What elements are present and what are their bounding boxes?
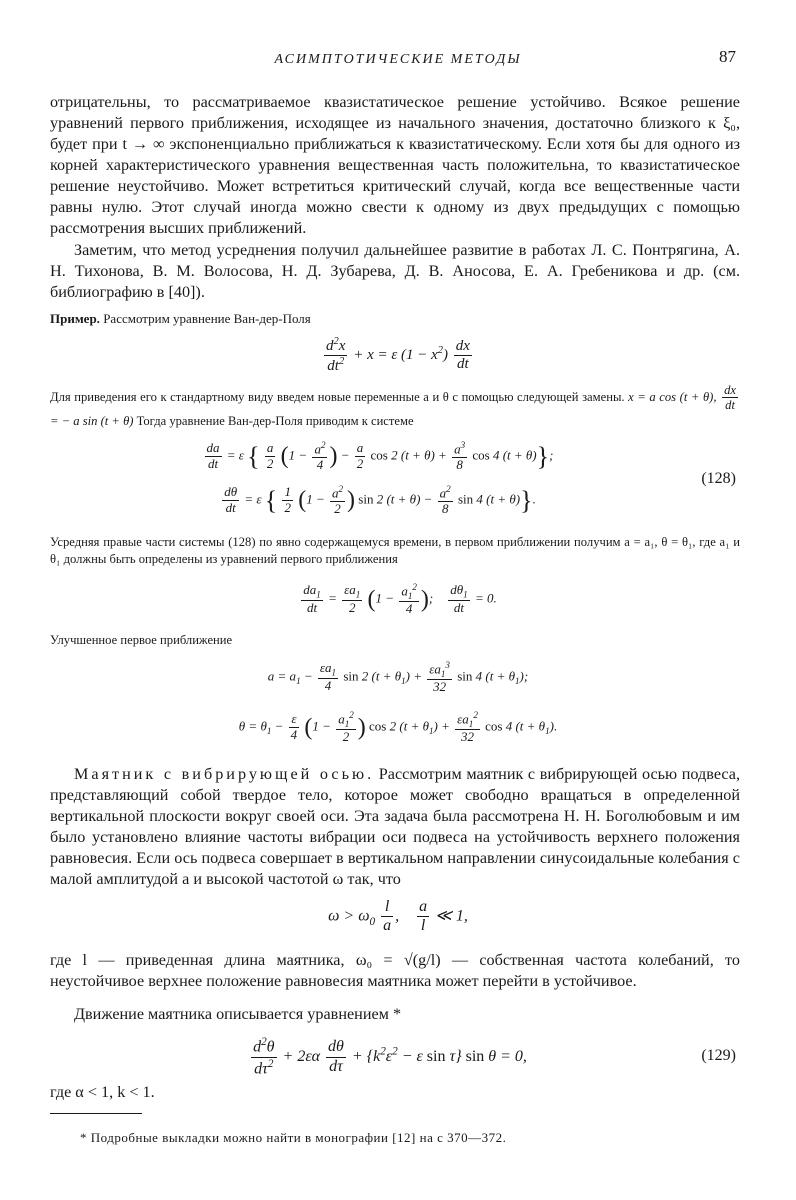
paragraph-natural-frequency: где l — приведенная длина маятника, ω₀ = √(g/l) — собственная частота колебаний, то неустойчивое верхнее положение равновесия маятника может перейти в устойчивое. — [50, 951, 740, 990]
equation-128-a: $\frac{da}{dt}$ = ε { $\frac{a}{2}$ (1 − $\frac{a^2}{4}$ ) − $\frac{a}{2}$ cos 2 (t + θ) + $\frac{a^3}{8}$ cos 4 (t + θ)}; — [206, 440, 554, 473]
transform-text-2: Тогда уравнение Ван-дер-Поля приводим к системе — [136, 413, 414, 428]
example-intro — [50, 310, 740, 327]
paragraph-pendulum — [50, 764, 740, 890]
equation-number-128: (128) — [701, 470, 736, 487]
example-label: Пример. — [50, 311, 100, 326]
where-clause: где α < 1, k < 1. — [50, 1083, 155, 1101]
running-title: АСИМПТОТИЧЕСКИЕ МЕТОДЫ — [274, 52, 522, 67]
transform-text: Для приведения его к стандартному виду введем новые переменные a и θ с помощью следующей замены. x = a cos (t + θ), $\frac{dx}{dt}$ = − a sin (t + θ) Тогда уравнение Ван-дер-Поля приводим к системе — [50, 383, 737, 428]
equation-improved-theta: $\theta = \theta_1$ − $\frac{\varepsilon}{4}$ (1 − $\frac{a_1^2}{2}$ ) cos 2 $(t + \theta_1)$ + $\frac{\varepsilon a_1^2}{32}$ cos 4 $(t + \theta_1)$. — [238, 710, 558, 745]
equation-129: $\frac{d^2\theta}{d\tau^2}$ + 2εα $\frac{d\theta}{d\tau}$ + {$k^2\varepsilon^2 - \varepsilon$ sin τ} sin θ = 0, — [253, 1036, 527, 1078]
example-intro-text: Рассмотрим уравнение Ван-дер-Поля — [103, 311, 311, 326]
averaging-text: Усредняя правые части системы (128) по явно содержащемуся времени, в первом приближении получим a = a₁, θ = θ₁, где a₁ и θ₁ должны быть определены из уравнений первого приближения — [50, 535, 740, 566]
pendulum-heading: Маятник с вибрирующей осью. — [74, 765, 375, 783]
equation-128-b: $\frac{d\theta}{dt}$ = ε { $\frac{1}{2}$ (1 − $\frac{a^2}{2}$ ) sin 2 (t + θ) − $\frac{a^2}{8}$ sin 4 (t + θ)}. — [224, 484, 536, 517]
transform-text-1: Для приведения его к стандартному виду введем новые переменные a и θ с помощью следующей замены. — [50, 389, 625, 404]
page-number: 87 — [719, 47, 736, 66]
pendulum-text: Рассмотрим маятник с вибрирующей осью подвеса, представляющий собой твердое тело, которое может свободно вращаться в определенной вертикальной плоскости вокруг своей оси. Эта задача была рассмотрена Н. Н. Боголюбовым и им было установлено влияние частоты вибрации оси подвеса на устойчивость верхнего положения равновесия. Если ось подвеса совершает в вертикальном направлении синусоидальные колебания с малой амплитудой a и высокой частотой ω так, что — [50, 765, 741, 888]
transform-dx: = − a sin (t + θ) — [50, 413, 134, 428]
equation-van-der-pol: $\frac{d^2x}{dt^2}$ + x = ε $(1 - x^2)$ $\frac{dx}{dt}$ — [326, 336, 470, 375]
equation-frequency-condition: $\omega > \omega_0$ $\frac{l}{a}$ , $\frac{a}{l}$ ≪ 1, — [328, 898, 468, 935]
equation-first-approximation: $\frac{da_1}{dt}$ = $\frac{\varepsilon a_1}{2}$ (1 − $\frac{a_1^2}{4}$ ); $\frac{d\theta_1}{dt}$ = 0. — [303, 582, 497, 617]
equation-improved-a: $a = a_1$ − $\frac{\varepsilon a_1}{4}$ sin 2 $(t + \theta_1)$ + $\frac{\varepsilon a_1^3}{32}$ sin 4 $(t + \theta_1)$; — [267, 660, 529, 695]
paragraph-averaging-history: Заметим, что метод усреднения получил дальнейшее развитие в работах Л. С. Понтрягина, А. Н. Тихонова, В. М. Волосова, Н. Д. Зубарева, Д. В. Аносова, Е. А. Гребеникова и др. (см. библиографию в [40]). — [50, 241, 740, 301]
footnote-rule — [50, 1113, 142, 1114]
improved-label: Улучшенное первое приближение — [50, 633, 233, 647]
transform-x: x = a cos (t + θ), — [628, 389, 717, 404]
equation-number-129: (129) — [701, 1047, 736, 1064]
paragraph-stability: отрицательны, то рассматриваемое квазистатическое решение устойчиво. Всякое решение уравнений первого приближения, исходящее из начального значения, достаточно близкого к ξ₀, будет при t → ∞ экспоненциально приближаться к квазистатическому. Если хотя бы для одного из корней характеристического уравнения вещественная часть положительна, то квазистатическое решение неустойчиво. Может встретиться критический случай, когда все вещественные части равны нулю. Этот случай иногда можно свести к одному из двух предыдущих с помощью рассмотрения высших приближений. — [50, 93, 740, 237]
motion-intro: Движение маятника описывается уравнением * — [74, 1005, 402, 1023]
footnote: * Подробные выкладки можно найти в монографии [12] на с 370—372. — [80, 1130, 507, 1145]
